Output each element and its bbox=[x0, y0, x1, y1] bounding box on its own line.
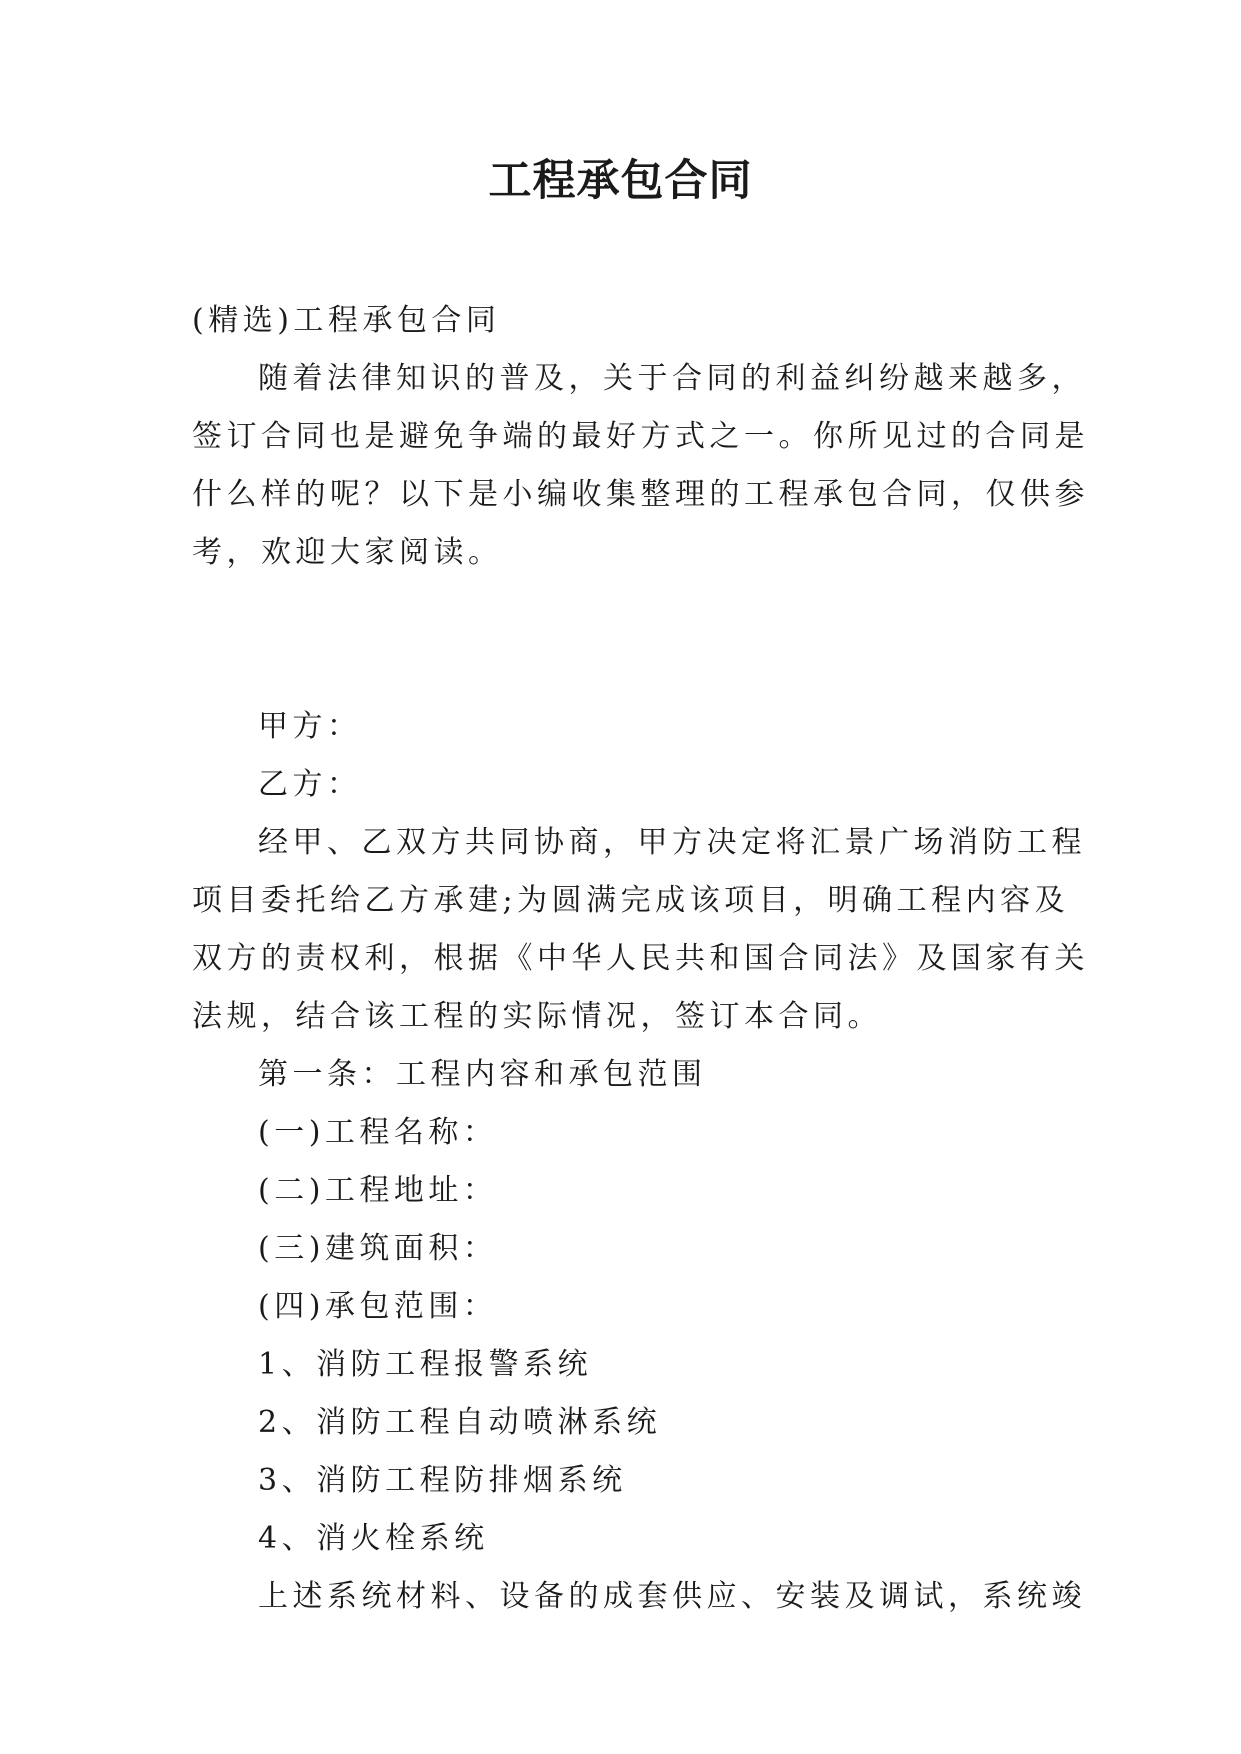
closing-line: 上述系统材料、设备的成套供应、安装及调试，系统竣 bbox=[258, 1579, 1086, 1614]
system-item: 1、消防工程报警系统 bbox=[258, 1347, 593, 1382]
intro-line: 考，欢迎大家阅读。 bbox=[192, 535, 503, 570]
intro-line: 签订合同也是避免争端的最好方式之一。你所见过的合同是 bbox=[192, 419, 1089, 454]
project-item: (四)承包范围： bbox=[258, 1289, 498, 1324]
agreement-line: 经甲、乙双方共同协商，甲方决定将汇景广场消防工程 bbox=[258, 825, 1086, 860]
system-item: 3、消防工程防排烟系统 bbox=[258, 1463, 627, 1498]
project-item: (三)建筑面积： bbox=[258, 1231, 498, 1266]
agreement-line: 法规，结合该工程的实际情况，签订本合同。 bbox=[192, 999, 882, 1034]
agreement-line: 双方的责权利，根据《中华人民共和国合同法》及国家有关 bbox=[192, 941, 1089, 976]
system-item: 2、消防工程自动喷淋系统 bbox=[258, 1405, 662, 1440]
system-item: 4、消火栓系统 bbox=[258, 1521, 489, 1556]
project-item: (二)工程地址： bbox=[258, 1173, 498, 1208]
article-heading: 第一条：工程内容和承包范围 bbox=[258, 1057, 707, 1092]
document-title: 工程承包合同 bbox=[488, 156, 753, 206]
party-b-label: 乙方： bbox=[258, 767, 362, 802]
document-subtitle: (精选)工程承包合同 bbox=[192, 303, 501, 338]
agreement-line: 项目委托给乙方承建;为圆满完成该项目，明确工程内容及 bbox=[192, 883, 1070, 918]
party-a-label: 甲方： bbox=[258, 709, 362, 744]
paragraph-gap bbox=[192, 582, 1067, 698]
project-item: (一)工程名称： bbox=[258, 1115, 498, 1150]
document-body bbox=[192, 292, 1089, 1626]
intro-line: 随着法律知识的普及，关于合同的利益纠纷越来越多， bbox=[258, 361, 1086, 396]
intro-line: 什么样的呢？以下是小编收集整理的工程承包合同，仅供参 bbox=[192, 477, 1089, 512]
